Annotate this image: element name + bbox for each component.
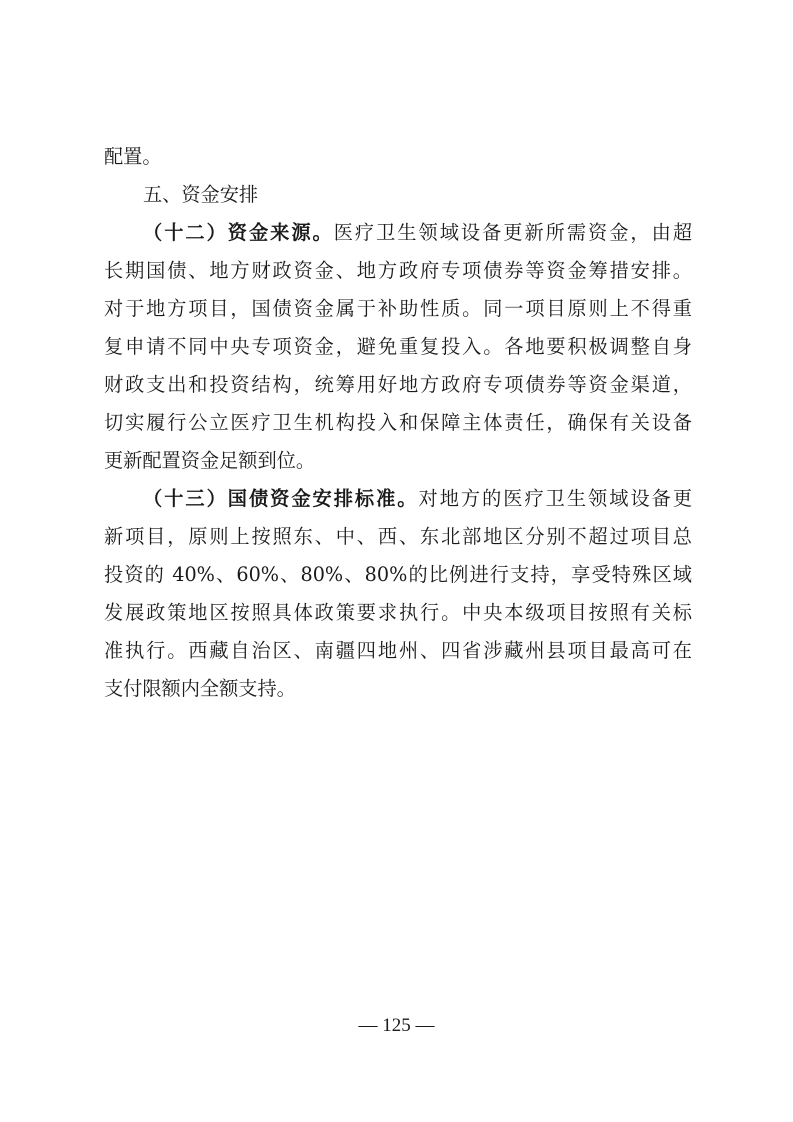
paragraph-13-text: 对地方的医疗卫生领域设备更 (418, 487, 693, 510)
text-line: 配置。 (104, 145, 162, 168)
text-line: 支付限额内全额支持。 (104, 677, 296, 700)
text-line: 长期国债、地方财政资金、地方政府专项债券等资金筹措安排。 (104, 259, 692, 282)
text-line: 投资的 40%、60%、80%、80%的比例进行支持，享受特殊区域 (104, 563, 692, 586)
paragraph-12-lead: （十二）资金来源。 (143, 221, 334, 244)
text-line: 发展政策地区按照具体政策要求执行。中央本级项目按照有关标 (104, 601, 692, 624)
text-line: 对于地方项目，国债资金属于补助性质。同一项目原则上不得重 (104, 297, 692, 320)
paragraph-13-first-line (143, 483, 692, 515)
text-line: 更新配置资金足额到位。 (104, 449, 316, 472)
paragraph-13-lead: （十三）国债资金安排标准。 (143, 487, 419, 510)
text-line: 复申请不同中央专项资金，避免重复投入。各地要积极调整自身 (104, 335, 692, 358)
paragraph-12-text: 医疗卫生领域设备更新所需资金，由超 (333, 221, 693, 244)
paragraph-12-first-line (143, 217, 692, 249)
section-heading: 五、资金安排 (143, 183, 259, 206)
text-line: 新项目，原则上按照东、中、西、东北部地区分别不超过项目总 (104, 525, 692, 548)
text-line: 切实履行公立医疗卫生机构投入和保障主体责任，确保有关设备 (104, 411, 692, 434)
text-line: 财政支出和投资结构，统筹用好地方政府专项债券等资金渠道， (104, 373, 692, 396)
page-number: — 125 — (358, 1015, 435, 1036)
text-line: 准执行。西藏自治区、南疆四地州、四省涉藏州县项目最高可在 (104, 639, 692, 662)
